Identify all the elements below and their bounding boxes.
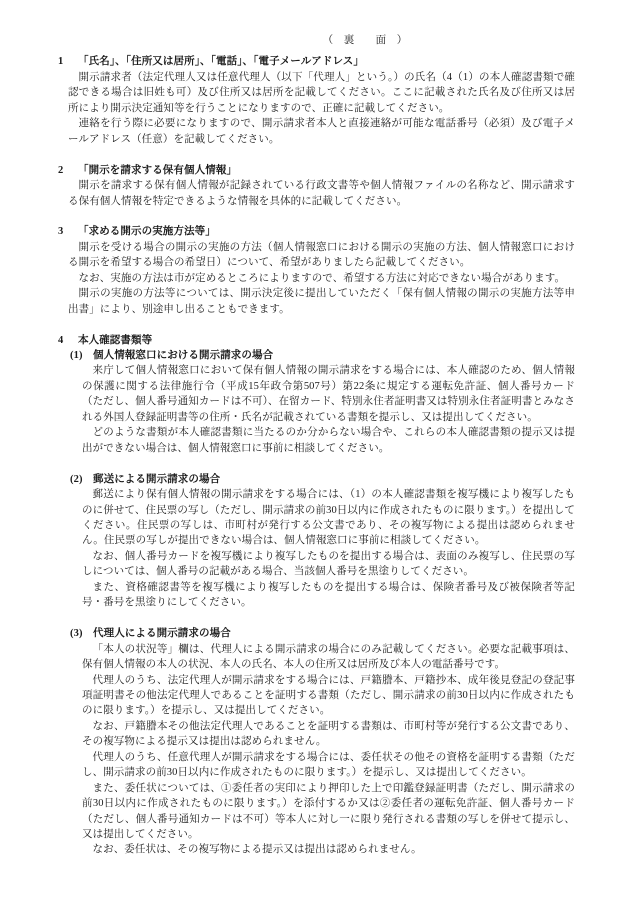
section-3 (57, 224, 575, 317)
subsection-4-1-paragraph-1: 来庁して個人情報窓口において保有個人情報の開示請求をする場合には、本人確認のため、個人情報の保護に関する法律施行令（平成15年政令第507号）第22条に規定する運転免許証、個人番号カード（ただし、個人番号通知カードは不可）、在留カード、特別永住者証明書又は特別永住者証明書とみなされる外国人登録証明書等の住所・氏名が記載されている書類を提示し、又は提出してください。 (82, 365, 575, 423)
section-2-paragraph-1: 開示を請求する保有個人情報が記録されている行政文書等や個人情報ファイルの名称など、開示請求する保有個人情報を特定できるような情報を具体的に記載してください。 (68, 180, 575, 207)
section-3-paragraph-1: 開示を受ける場合の開示の実施の方法（個人情報窓口における開示の実施の方法、個人情報窓口における開示を希望する場合の希望日）について、希望がありましたら記載してください。 (68, 241, 575, 269)
section-4-number: 4 (58, 334, 64, 346)
section-4-heading (57, 333, 575, 348)
section-3-paragraph-2: なお、実施の方法は市が定めるところによりますので、希望する方法に対応できない場合があります。 (78, 272, 566, 284)
section-1-heading (57, 54, 575, 69)
section-1-paragraph-2: 連絡を行う際に必要になりますので、開示請求者本人と直接連絡が可能な電話番号（必須）及び電子メールアドレス（任意）を記載してください。 (68, 118, 575, 145)
section-1-paragraph-1: 開示請求者（法定代理人又は任意代理人（以下「代理人」という。）の氏名（4（1）の本人確認書類で確認できる場合は旧姓も可）及び住所又は居所を記載してください。ここに記載された氏名及び住所又は居所により開示決定通知等を行うことになりますので、正確に記載してください。 (68, 71, 575, 114)
section-2-title: 「開示を請求する保有個人情報」 (78, 164, 237, 176)
section-3-title: 「求める開示の実施方法等」 (78, 226, 216, 238)
section-1-title: 「氏名」、「住所又は居所」、「電話」、「電子メールアドレス」 (78, 56, 364, 68)
subsection-4-3-number: (3) (70, 628, 83, 640)
section-1-number: 1 (58, 56, 64, 68)
subsection-4-3-paragraph-1: 「本人の状況等」欄は、代理人による開示請求の場合にのみ記載してください。必要な記載事項は、保有個人情報の本人の状況、本人の氏名、本人の住所又は居所及び本人の電話番号です。 (82, 643, 575, 671)
section-3-heading (57, 224, 575, 239)
subsection-4-1-title: 個人情報窓口における開示請求の場合 (93, 350, 274, 362)
subsection-4-3-heading (57, 626, 575, 641)
subsection-4-2-paragraph-1: 郵送により保有個人情報の開示請求をする場合には、（1）の本人確認書類を複写機により複写したものに併せて、住民票の写し（ただし、開示請求の前30日以内に作成されたものに限ります。）を提出してください。住民票の写しは、市町村が発行する公文書であり、その複写物による提出は認められません。住民票の写しが提出できない場合は、個人情報窓口に事前に相談してください。 (82, 489, 575, 547)
section-2-number: 2 (58, 164, 64, 176)
subsection-4-2-paragraph-2: なお、個人番号カードを複写機により複写したものを提出する場合は、表面のみ複写し、住民票の写しについては、個人番号の記載がある場合、当該個人番号を黒塗りしてください。 (82, 550, 575, 578)
subsection-4-2-number: (2) (70, 473, 83, 485)
section-3-number: 3 (58, 226, 64, 238)
subsection-4-3-paragraph-4: 代理人のうち、任意代理人が開示請求をする場合には、委任状その他その資格を証明する書類（ただし、開示請求の前30日以内に作成されたものに限ります。）を提示し、又は提出してください。 (82, 751, 575, 779)
subsection-4-2 (57, 472, 575, 611)
subsection-4-1 (57, 348, 575, 456)
section-2-heading (57, 163, 575, 178)
page-side-label: （ 裏 面 ） (322, 35, 408, 46)
subsection-4-3-title: 代理人による開示請求の場合 (93, 628, 231, 640)
subsection-4-1-number: (1) (70, 350, 83, 362)
section-4-title: 本人確認書類等 (78, 334, 153, 346)
subsection-4-3-paragraph-5: また、委任状については、①委任者の実印により押印した上で印鑑登録証明書（ただし、開示請求の前30日以内に作成されたものに限ります。）を添付するか又は②委任者の運転免許証、個人番号カード（ただし、個人番号通知カードは不可）等本人に対し一に限り発行される書類の写しを併せて提示し、又は提出してください。 (82, 782, 575, 841)
subsection-4-3-paragraph-6: なお、委任状は、その複写物による提示又は提出は認められません。 (92, 844, 422, 856)
subsection-4-3 (57, 626, 575, 858)
section-4 (57, 333, 575, 858)
section-3-paragraph-3: 開示の実施の方法等については、開示決定後に提出していただく「保有個人情報の開示の実施方法等申出書」により、別途申し出ることもできます。 (68, 288, 575, 315)
subsection-4-1-paragraph-2: どのような書類が本人確認書類に当たるのか分からない場合や、これらの本人確認書類の提示又は提出ができない場合は、個人情報窓口に事前に相談してください。 (82, 427, 575, 454)
subsection-4-2-heading (57, 472, 575, 487)
subsection-4-2-paragraph-3: また、資格確認書等を複写機により複写したものを提出する場合は、保険者番号及び被保険者等記号・番号を黒塗りにしてください。 (82, 581, 575, 609)
subsection-4-3-paragraph-3: なお、戸籍謄本その他法定代理人であることを証明する書類は、市町村等が発行する公文書であり、その複写物による提示又は提出は認められません。 (82, 720, 575, 748)
section-1 (57, 54, 575, 147)
subsection-4-1-heading (57, 348, 575, 363)
subsection-4-2-title: 郵送による開示請求の場合 (93, 473, 221, 485)
section-2 (57, 163, 575, 209)
subsection-4-3-paragraph-2: 代理人のうち、法定代理人が開示請求をする場合には、戸籍謄本、戸籍抄本、成年後見登記の登記事項証明書その他法定代理人であることを証明する書類（ただし、開示請求の前30日以内に作成されたものに限ります。）を提示し、又は提出してください。 (82, 674, 575, 717)
